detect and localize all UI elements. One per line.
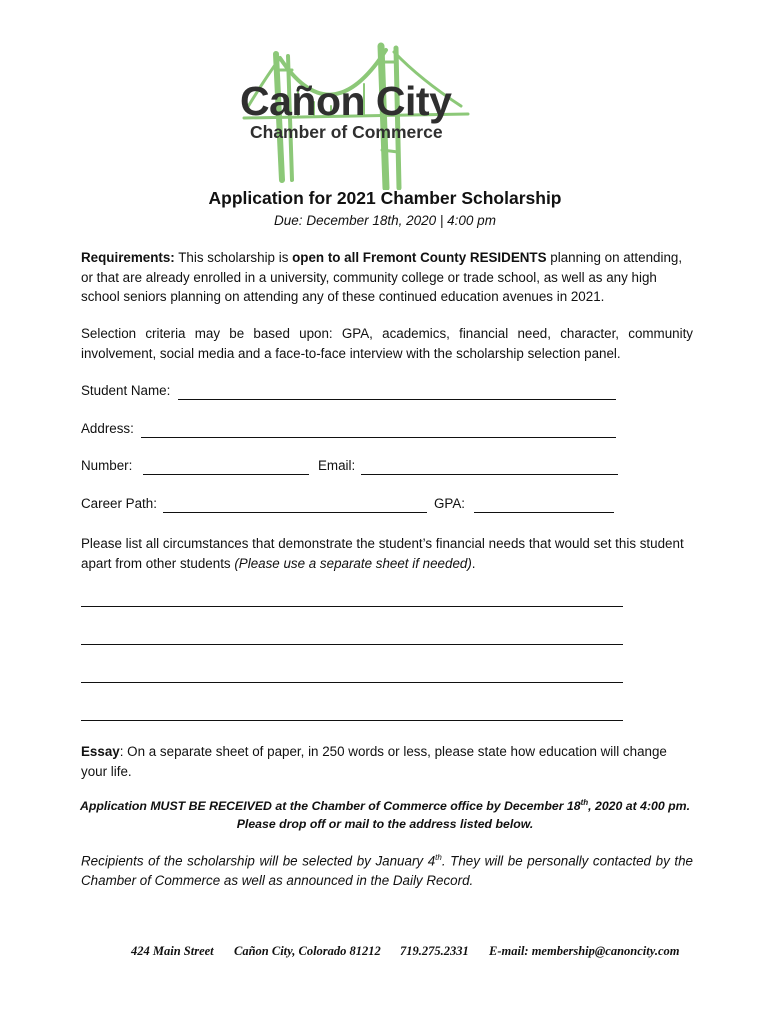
requirements-highlight: open to all Fremont County RESIDENTS (292, 250, 547, 265)
recipients-paragraph (81, 848, 693, 891)
deadline-notice-line-1 (0, 798, 770, 813)
footer-city: Cañon City, Colorado 81212 (234, 944, 381, 958)
circumstances-prompt (81, 534, 693, 573)
essay-text: : On a separate sheet of paper, in 250 words or less, please state how education will change your life. (81, 744, 667, 779)
gpa-input[interactable] (474, 512, 614, 513)
email-label: Email: (318, 458, 356, 473)
logo-subtitle: Chamber of Commerce (250, 122, 443, 142)
circumstances-answer-line[interactable] (81, 682, 623, 683)
circumstances-note: (Please use a separate sheet if needed) (234, 555, 472, 571)
footer-phone: 719.275.2331 (400, 944, 469, 958)
requirements-label: Requirements: (81, 250, 175, 265)
footer-street: 424 Main Street (131, 944, 214, 958)
number-label: Number: (81, 458, 133, 473)
requirements-text-1: This scholarship is (174, 250, 293, 265)
address-input[interactable] (141, 437, 616, 438)
due-date: Due: December 18th, 2020 | 4:00 pm (274, 213, 496, 228)
recipients-sup: th (435, 853, 442, 862)
essay-paragraph (81, 742, 693, 781)
deadline-notice-end: , 2020 at 4:00 pm. (588, 799, 691, 814)
recipients-text-2: . They will be personally contacted by the Chamber of Commerce as well as announced in the Daily Record. (81, 853, 693, 889)
circumstances-answer-line[interactable] (81, 606, 623, 607)
logo-title: Cañon City (240, 78, 452, 124)
student-name-label: Student Name: (81, 383, 171, 398)
circumstances-text: Please list all circumstances that demonstrate the student’s financial needs that would set this student apart from other students (81, 536, 684, 571)
student-name-input[interactable] (178, 399, 616, 400)
career-path-label: Career Path: (81, 496, 157, 511)
address-label: Address: (81, 421, 134, 436)
circumstances-end: . (471, 555, 476, 571)
chamber-logo (236, 40, 486, 190)
requirements-text-2: planning on attending, or that are already enrolled in a university, community college or trade school, as well as any high school seniors planning on attending any of these continued education avenues in 2021. (81, 250, 683, 304)
circumstances-answer-line[interactable] (81, 644, 623, 645)
email-input[interactable] (361, 474, 618, 475)
footer-email[interactable]: E-mail: membership@canoncity.com (489, 944, 680, 958)
deadline-notice-text: Application MUST BE RECEIVED at the Chamber of Commerce office by December 18 (79, 799, 581, 814)
deadline-notice-line-2: Please drop off or mail to the address listed below. (236, 817, 534, 831)
essay-label: Essay (81, 744, 120, 759)
requirements-paragraph (81, 248, 693, 307)
deadline-notice-sup: th (580, 798, 589, 807)
circumstances-answer-line[interactable] (81, 720, 623, 721)
selection-criteria-paragraph: Selection criteria may be based upon: GPA, academics, financial need, character, community involvement, social media and a face-to-face interview with the scholarship selection panel. (81, 326, 693, 361)
career-path-input[interactable] (163, 512, 427, 513)
gpa-label: GPA: (434, 496, 466, 511)
recipients-text-1: Recipients of the scholarship will be selected by January 4 (81, 853, 436, 869)
number-input[interactable] (143, 474, 309, 475)
page-title: Application for 2021 Chamber Scholarship (208, 188, 562, 208)
